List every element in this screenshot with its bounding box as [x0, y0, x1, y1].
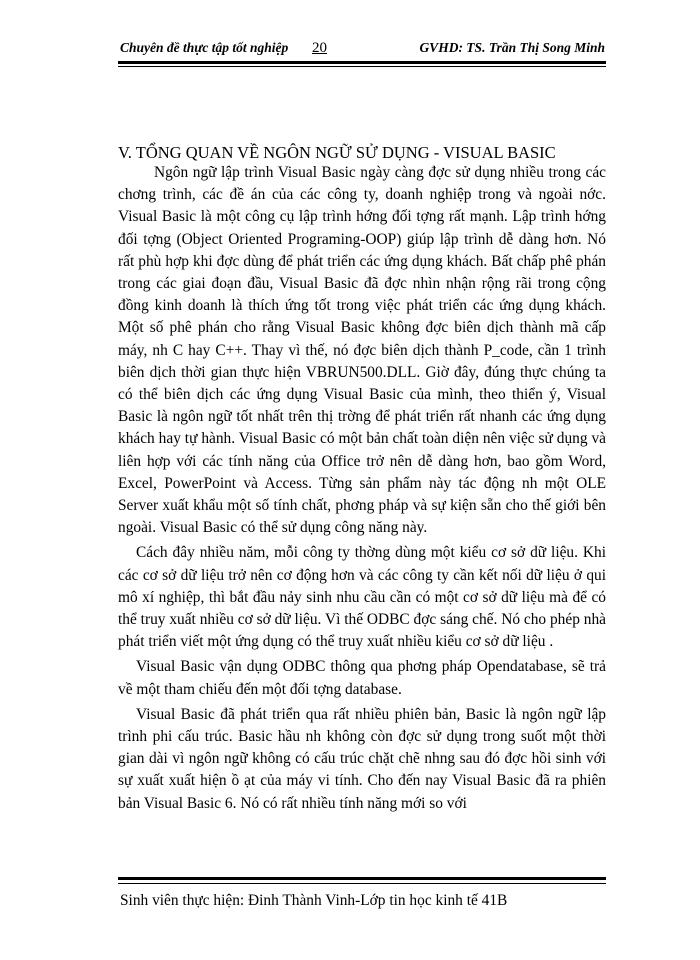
paragraph-3: Visual Basic vận dụng ODBC thông qua phơng pháp Opendatabase, sẽ trả về một tham chiếu đến một đối tợng database.: [118, 658, 606, 698]
header-rule-thin: [118, 66, 606, 67]
header-thesis-title: Chuyên đề thực tập tốt nghiệp: [120, 40, 289, 55]
page-number: 20: [312, 40, 327, 56]
footer-rule-thin: [118, 883, 606, 884]
paragraph-4: Visual Basic đã phát triển qua rất nhiều phiên bản, Basic là ngôn ngữ lập trình phi cấu trúc. Basic hầu nh không còn đợc sử dụng trong suốt một thời gian dài vì ngôn ngữ không có cấu trúc chặt chẽ nhng sau đó đợc hồi sinh với sự xuất xuất hiện ồ ạt của máy vi tính. Cho đến nay Visual Basic đã ra phiên bản Visual Basic 6. Nó có rất nhiều tính năng mới so với: [118, 705, 606, 812]
page-footer: Sinh viên thực hiện: Đinh Thành Vinh-Lớp tin học kinh tế 41B: [120, 892, 508, 909]
paragraph-2: Cách đây nhiều năm, mỗi công ty thờng dùng một kiểu cơ sở dữ liệu. Khi các cơ sở dữ liệu trở nên cơ động hơn và các công ty cần kết nối dữ liệu ở qui mô xí nghiệp, thì bắt đầu nảy sinh nhu cầu cần có một cơ sở dữ liệu mà để có thể truy xuất nhiều cơ sở dữ liệu. Vì thế ODBC đợc sáng chế. Nó cho phép nhà phát triển viết một ứng dụng có thể truy xuất nhiều kiểu cơ sở dữ liệu .: [118, 544, 606, 651]
section-title: V. TỔNG QUAN VỀ NGÔN NGỮ SỬ DỤNG - VISUAL BASIC: [118, 143, 556, 162]
paragraph-1: Ngôn ngữ lập trình Visual Basic ngày càng đợc sử dụng nhiều trong các chơng trình, các đề án của các công ty, doanh nghiệp trong và ngoài nớc. Visual Basic là một công cụ lập trình hớng đối tợng rất mạnh. Lập trình hớng đối tợng (Object Oriented Programing-OOP) giúp lập trình dễ dàng hơn. Nó rất phù hợp khi đợc dùng để phát triển các ứng dụng khách. Bất chấp phê phán trong các giai đoạn đầu, Visual Basic đã đợc nhìn nhận rộng rãi trong cộng đồng kinh doanh là thích ứng tốt trong việc phát triển các ứng dụng khách. Một số phê phán cho rằng Visual Basic không đợc biên dịch thành mã cấp máy, nh C hay C++. Thay vì thế, nó đợc biên dịch thành P_code, cần 1 trình biên dịch thời gian thực hiện VBRUN500.DLL. Giờ đây, đúng thực chúng ta có thể biên dịch các ứng dụng Visual Basic của mình, theo thiển ý, Visual Basic là ngôn ngữ tốt nhất trên thị trờng để phát triển rất nhanh các ứng dụng khách hay tự hành. Visual Basic có một bản chất toàn diện nên việc sử dụng và liên hợp với các tính năng của Office trở nên dễ dàng hơn, bao gồm Word, Excel, PowerPoint và Access. Từng sản phẩm này tác động nh một OLE Server xuất khẩu một số tính chất, phơng pháp và sự kiện sẵn cho thế giới bên ngoài. Visual Basic có thể sử dụng công năng này.: [118, 164, 606, 537]
header-rule: [118, 61, 606, 64]
body-text: [118, 162, 606, 818]
header-supervisor: GVHD: TS. Trần Thị Song Minh: [419, 40, 605, 55]
footer-rule: [118, 877, 606, 880]
page-header: [120, 40, 605, 62]
